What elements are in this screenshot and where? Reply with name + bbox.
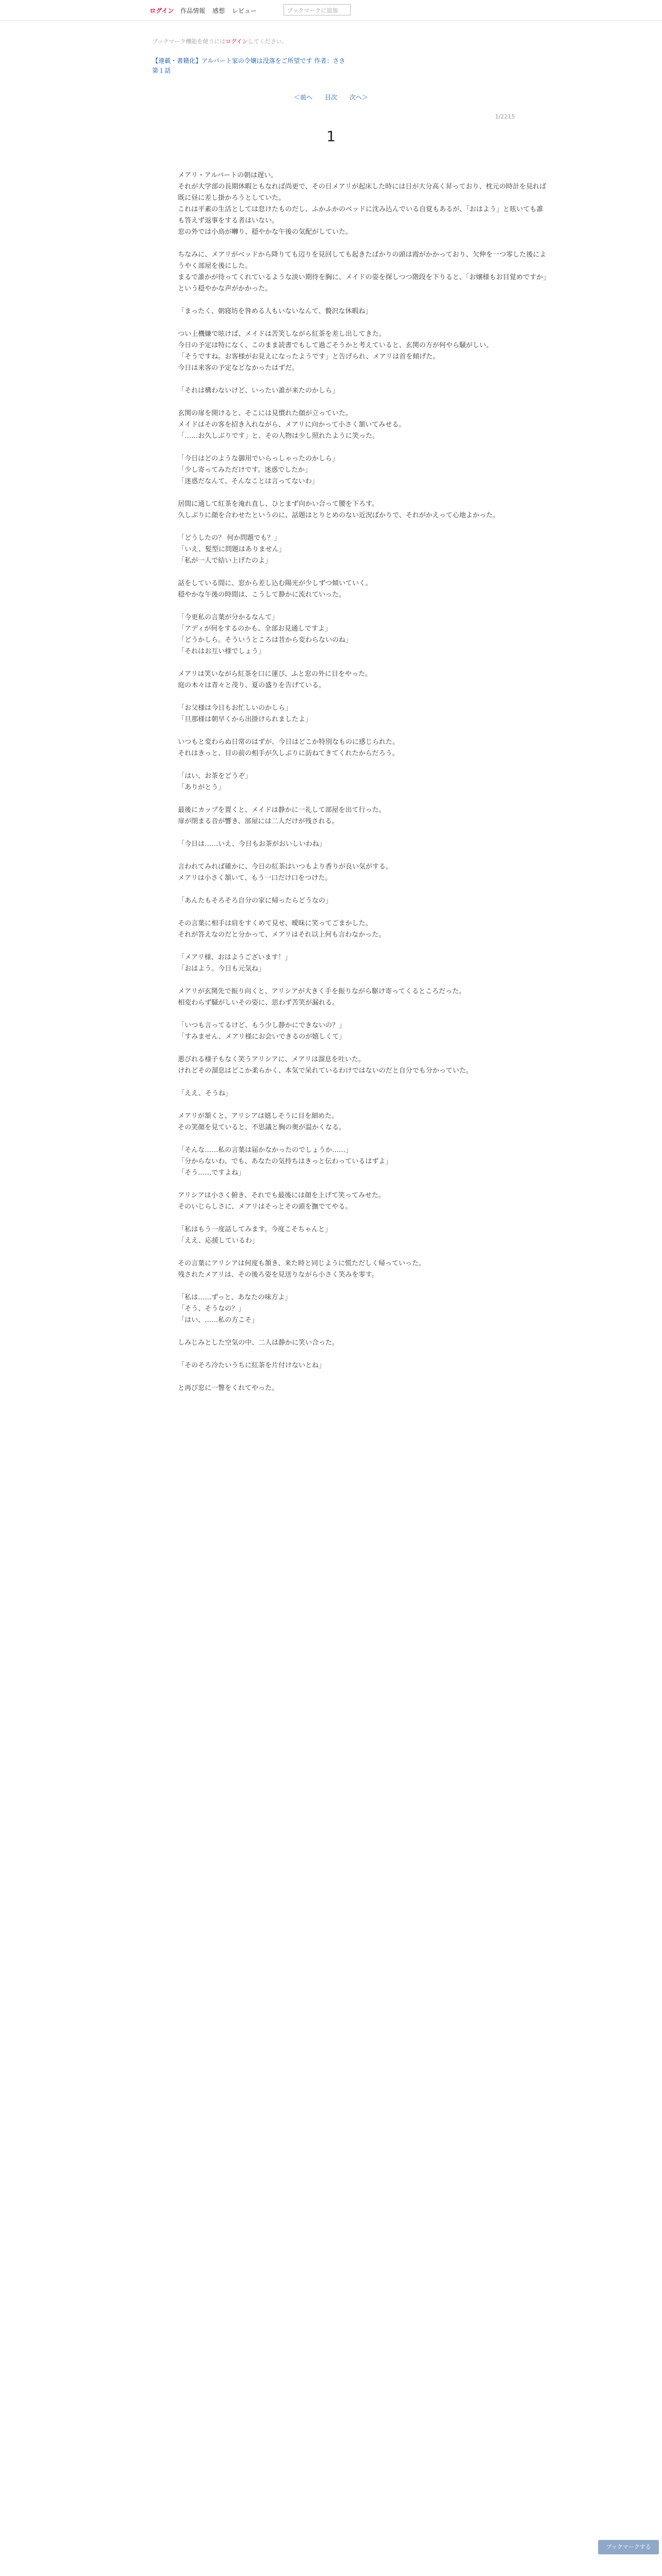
- body-paragraph: その言葉にアリシアは何度も頷き、来た時と同じように慌ただしく帰っていった。: [178, 1260, 425, 1267]
- body-paragraph: 「私が一人で結い上げたのよ」: [178, 557, 272, 565]
- body-paragraph: まるで誰かが待ってくれているような淡い期待を胸に、メイドの姿を探しつつ階段を下りると、「お嬢様もお目覚めですか」という穏やかな声がかかった。: [178, 274, 547, 293]
- body-paragraph: 「そう……ですよね」: [178, 1169, 245, 1177]
- body-paragraph: 「どうかしら。そういうところは昔から変わらないのね」: [178, 636, 353, 644]
- body-paragraph: [178, 1349, 549, 1360]
- body-paragraph: しみじみとした空気の中、二人は静かに笑い合った。: [178, 1339, 339, 1347]
- body-paragraph: その笑顔を見ていると、不思議と胸の奥が温かくなる。: [178, 1124, 346, 1131]
- prev-link[interactable]: ＜前へ: [294, 94, 313, 101]
- login-link[interactable]: ログイン: [150, 7, 174, 14]
- nav-item-reviews[interactable]: レビュー: [232, 7, 257, 14]
- body-paragraph: 「メアリ様、おはようございます！」: [178, 954, 292, 961]
- body-paragraph: それが大学部の長期休暇ともなれば尚更で、その日メアリが起床した時には日が大分高く昇っており、枕元の時計を見れば既に昼に差し掛かろうとしていた。: [178, 183, 547, 202]
- body-paragraph: [178, 1077, 549, 1088]
- bookmark-notice: [152, 37, 288, 45]
- body-paragraph: [178, 1179, 549, 1190]
- nav-item-novel-info[interactable]: 作品情報: [180, 7, 206, 14]
- body-paragraph: メアリ・アルバートの朝は遅い。: [178, 172, 278, 179]
- body-paragraph: [178, 521, 549, 533]
- body-paragraph: 「ええ、そうね」: [178, 1090, 232, 1097]
- body-paragraph: 最後にカップを置くと、メイドは静かに一礼して部屋を出て行った。: [178, 806, 386, 814]
- body-paragraph: 玄関の扉を開けると、そこには見慣れた顔が立っていた。: [178, 410, 353, 417]
- body-paragraph: 悪びれる様子もなく笑うアリシアに、メアリは溜息を吐いた。: [178, 1056, 365, 1063]
- next-link[interactable]: 次へ＞: [349, 94, 368, 101]
- body-paragraph: [178, 793, 549, 805]
- body-paragraph: 「お父様は今日もお忙しいのかしら」: [178, 704, 292, 712]
- body-paragraph: 「……お久しぶりです」と、その人物は少し照れたように笑った。: [178, 432, 379, 440]
- body-paragraph: 「いつも言ってるけど、もう少し静かにできないの？」: [178, 1022, 346, 1029]
- body-paragraph: [178, 759, 549, 771]
- body-paragraph: ちなみに、メアリがベッドから降りても辺りを見回しても起きたばかりの頭は霞がかかっており、欠伸を一つ零した後にようやく部屋を後にした。: [178, 251, 547, 270]
- body-paragraph: 相変わらず騒がしいその姿に、思わず苦笑が漏れる。: [178, 999, 339, 1007]
- body-paragraph: 庭の木々は青々と茂り、夏の盛りを告げている。: [178, 682, 326, 689]
- body-paragraph: それが答えなのだと分かって、メアリはそれ以上何も言わなかった。: [178, 931, 386, 939]
- body-paragraph: [178, 884, 549, 895]
- body-paragraph: アリシアは小さく俯き、それでも最後には顔を上げて笑ってみせた。: [178, 1192, 385, 1199]
- body-paragraph: 「どうしたの？ 何か問題でも？」: [178, 534, 281, 542]
- body-paragraph: [178, 941, 549, 952]
- body-paragraph: けれどその溜息はどこか柔らかく、本気で呆れているわけではないのだと自分でも分かっていた。: [178, 1067, 473, 1075]
- body-paragraph: 今日は来客の予定などなかったはずだ。: [178, 364, 299, 372]
- body-paragraph: [178, 850, 549, 861]
- body-paragraph: 「おはよう。今日も元気ね」: [178, 965, 266, 973]
- notice-suffix: してください。: [247, 38, 288, 45]
- novel-body: [178, 170, 549, 1394]
- body-paragraph: メイドはその客を招き入れながら、メアリに向かって小さく頷いてみせる。: [178, 421, 406, 429]
- body-paragraph: [178, 1043, 549, 1054]
- body-paragraph: つい上機嫌で呟けば、メイドは苦笑しながら紅茶を差し出してきた。: [178, 330, 386, 338]
- body-paragraph: 今日の予定は特になく、このまま読書でもして過ごそうかと考えていると、玄関の方が何やら騒がしい。: [178, 342, 493, 349]
- body-paragraph: [178, 442, 549, 453]
- toc-link[interactable]: 目次: [324, 94, 337, 101]
- body-paragraph: [178, 657, 549, 669]
- bookmark-add-field[interactable]: ブックマークに追加: [284, 4, 351, 15]
- body-paragraph: 言われてみれば確かに、今日の紅茶はいつもより香りが良い気がする。: [178, 863, 393, 871]
- body-paragraph: そのいじらしさに、メアリはそっとその頭を撫でてやる。: [178, 1203, 352, 1211]
- body-paragraph: 「私は……ずっと、あなたの味方よ」: [178, 1294, 292, 1301]
- body-paragraph: 「旦那様は朝早くから出掛けられましたよ」: [178, 716, 312, 723]
- body-paragraph: [178, 1099, 549, 1111]
- body-paragraph: 「そう、そうなの？」: [178, 1305, 245, 1313]
- body-paragraph: 居間に通して紅茶を淹れ直し、ひとまず向かい合って腰を下ろす。: [178, 500, 378, 508]
- body-paragraph: いつもと変わらぬ日常のはずが、今日はどこか特別なものに感じられた。: [178, 738, 400, 746]
- top-navbar: [0, 0, 662, 21]
- body-paragraph: 「そうですね。お客様がお見えになったようです」と告げられ、メアリは首を傾げた。: [178, 353, 440, 361]
- body-paragraph: メアリが玄関先で振り向くと、アリシアが大きく手を振りながら駆け寄ってくるところだった。: [178, 988, 466, 995]
- body-paragraph: [178, 374, 549, 385]
- body-paragraph: 久しぶりに顔を合わせたというのに、話題はとりとめのない近況ばかりで、それがかえって心地よかった。: [178, 512, 500, 519]
- body-paragraph: 「あんたもそろそろ自分の家に帰ったらどうなの」: [178, 897, 333, 905]
- episode-title: 第１話: [152, 67, 171, 74]
- body-paragraph: 「今日はどのような御用でいらっしゃったのかしら」: [178, 455, 339, 463]
- body-paragraph: 窓の外では小鳥が囀り、穏やかな午後の気配がしていた。: [178, 228, 353, 236]
- body-paragraph: 「それはお互い様でしょう」: [178, 648, 266, 655]
- notice-prefix: ブックマーク機能を使うには: [152, 38, 226, 45]
- body-paragraph: メアリが頷くと、アリシアは嬉しそうに目を細めた。: [178, 1112, 338, 1120]
- body-paragraph: [178, 725, 549, 737]
- body-paragraph: 「今更私の言葉が分かるなんて」: [178, 614, 279, 621]
- body-paragraph: その言葉に相手は肩をすくめて見せ、曖昧に笑ってごまかした。: [178, 920, 372, 927]
- body-paragraph: [178, 1247, 549, 1258]
- body-paragraph: 「今日は……いえ、今日もお茶がおいしいわね」: [178, 840, 326, 848]
- body-paragraph: [178, 317, 549, 329]
- body-paragraph: メアリは小さく頷いて、もう一口だけ口をつけた。: [178, 874, 332, 882]
- body-paragraph: [178, 1281, 549, 1292]
- body-paragraph: [178, 1133, 549, 1145]
- top-nav: [180, 6, 257, 15]
- body-paragraph: [178, 1326, 549, 1337]
- body-paragraph: 「そんな……私の言葉は届かなかったのでしょうか……」: [178, 1146, 353, 1154]
- body-paragraph: [178, 827, 549, 839]
- page-number: 1/2215: [495, 113, 515, 120]
- body-paragraph: [178, 1371, 549, 1383]
- body-paragraph: [178, 975, 549, 986]
- body-paragraph: [178, 1009, 549, 1020]
- body-paragraph: [178, 567, 549, 578]
- body-paragraph: 「少し寄ってみただけです。迷惑でしたか」: [178, 466, 311, 474]
- pager-top: [0, 93, 662, 101]
- body-paragraph: 「ええ、応援しているわ」: [178, 1237, 259, 1245]
- body-paragraph: [178, 1213, 549, 1224]
- body-paragraph: 「いえ、髪型に問題はありません」: [178, 546, 286, 553]
- body-paragraph: 「すみません、メアリ様にお会いできるのが嬉しくて」: [178, 1033, 346, 1041]
- body-paragraph: 「アディが何をするのかも、全部お見通しですよ」: [178, 625, 332, 633]
- body-paragraph: [178, 397, 549, 408]
- body-paragraph: これは平素の生活としては怠けたものだし、ふかふかのベッドに沈み込んでいる自覚もあるが、「おはよう」と呟いても誰も答えず返事をする者はいない。: [178, 206, 543, 225]
- body-paragraph: [178, 238, 549, 249]
- body-paragraph: [178, 691, 549, 703]
- body-paragraph: 「はい、お茶をどうぞ」: [178, 772, 252, 780]
- body-paragraph: 「ありがとう」: [178, 784, 225, 791]
- body-paragraph: 穏やかな午後の時間は、こうして静かに流れていった。: [178, 591, 346, 599]
- body-paragraph: 「そのそろ冷たいうちに紅茶を片付けないとね」: [178, 1362, 326, 1369]
- body-paragraph: 「まったく、朝寝坊を咎める人もいないなんて、贅沢な休暇ね」: [178, 308, 372, 315]
- body-paragraph: 「私はもう一度話してみます。今度こそちゃんと」: [178, 1226, 332, 1233]
- body-paragraph: 「分からないわ。でも、あなたの気持ちはきっと伝わっているはずよ」: [178, 1158, 392, 1165]
- chapter-number: 1: [326, 128, 336, 145]
- body-paragraph: 話をしている間に、窓から差し込む陽光が少しずつ傾いていく。: [178, 580, 372, 587]
- body-paragraph: 「それは構わないけど、いったい誰が来たのかしら」: [178, 387, 339, 395]
- notice-login-link[interactable]: ログイン: [225, 38, 248, 45]
- body-paragraph: と再び窓に一瞥をくれてやった。: [178, 1384, 279, 1392]
- body-paragraph: 「はい、……私の方こそ」: [178, 1316, 259, 1324]
- nav-item-impressions[interactable]: 感想: [212, 7, 225, 14]
- body-paragraph: [178, 295, 549, 306]
- body-paragraph: メアリは笑いながら紅茶を口に運び、ふと窓の外に目をやった。: [178, 670, 372, 678]
- body-paragraph: [178, 601, 549, 612]
- floating-bookmark-button[interactable]: ブックマークする: [598, 2540, 659, 2554]
- body-paragraph: 「迷惑だなんて、そんなことは言ってないわ」: [178, 478, 319, 485]
- body-paragraph: [178, 907, 549, 918]
- body-paragraph: 残されたメアリは、その後ろ姿を見送りながら小さく笑みを零す。: [178, 1271, 378, 1279]
- body-paragraph: 扉が閉まる音が響き、部屋には二人だけが残される。: [178, 818, 339, 825]
- series-title[interactable]: 【連載・書籍化】アルバート家の令嬢は没落をご所望です 作者：さき: [152, 57, 345, 64]
- body-paragraph: [178, 487, 549, 499]
- body-paragraph: それはきっと、目の前の相手が久しぶりに訪ねてきてくれたからだろう。: [178, 750, 399, 757]
